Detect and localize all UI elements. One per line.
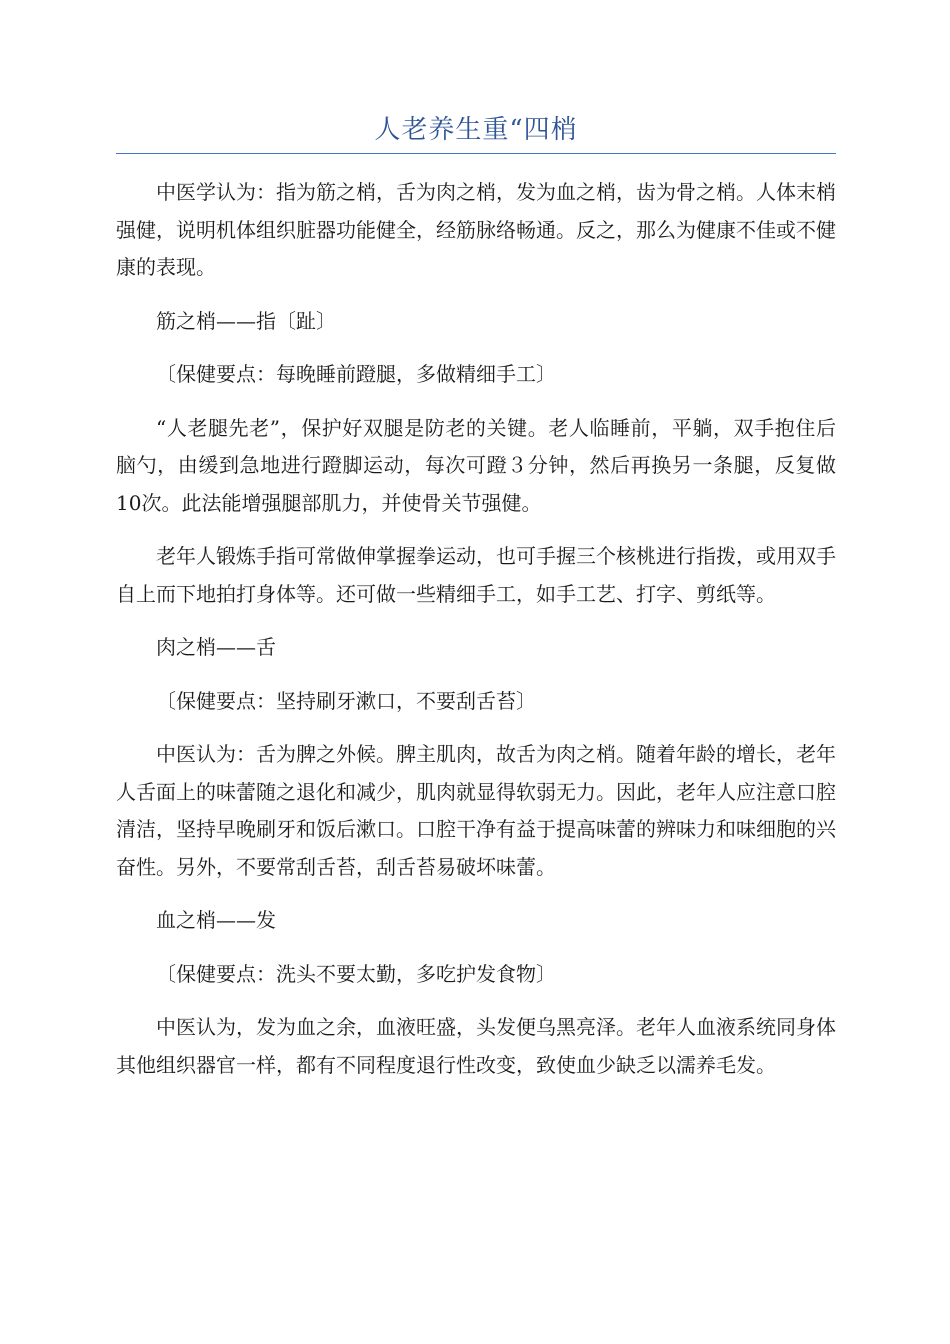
document-body <box>116 174 836 1100</box>
section-heading-finger: 筋之梢——指〔趾〕 <box>156 308 336 333</box>
paragraph-tongue: 中医认为：舌为脾之外候。脾主肌肉，故舌为肉之梢。随着年龄的增长，老年人舌面上的味蕾随之退化和减少，肌肉就显得软弱无力。因此，老年人应注意口腔清洁，坚持早晚刷牙和饭后漱口。口腔干净有益于提高味蕾的辨味力和味细胞的兴奋性。另外，不要常刮舌苔，刮舌苔易破坏味蕾。 <box>116 742 836 879</box>
section-heading-tongue: 肉之梢——舌 <box>156 635 276 659</box>
paragraph-intro: 中医学认为：指为筋之梢，舌为肉之梢，发为血之梢，齿为骨之梢。人体末梢强健，说明机体组织脏器功能健全，经筋脉络畅通。反之，那么为健康不佳或不健康的表现。 <box>116 180 836 279</box>
health-tip-tongue: 〔保健要点：坚持刷牙漱口，不要刮舌苔〕 <box>156 688 536 713</box>
title-underline <box>116 153 836 154</box>
section-heading-hair: 血之梢——发 <box>156 908 276 932</box>
document-title: 人老养生重“四梢 <box>374 115 578 145</box>
paragraph-hair: 中医认为，发为血之余，血液旺盛，头发便乌黑亮泽。老年人血液系统同身体其他组织器官一样，都有不同程度退行性改变，致使血少缺乏以濡养毛发。 <box>116 1015 836 1077</box>
paragraph-legs: “人老腿先老”，保护好双腿是防老的关键。老人临睡前，平躺，双手抱住后脑勺，由缓到急地进行蹬脚运动，每次可蹬３分钟，然后再换另一条腿，反复做10次。此法能增强腿部肌力，并使骨关节强健。 <box>116 415 836 515</box>
health-tip-finger: 〔保健要点：每晚睡前蹬腿，多做精细手工〕 <box>156 362 556 386</box>
health-tip-hair: 〔保健要点：洗头不要太勤，多吃护发食物〕 <box>156 961 556 986</box>
paragraph-hands: 老年人锻炼手指可常做伸掌握拳运动，也可手握三个核桃进行指拨，或用双手自上而下地拍打身体等。还可做一些精细手工，如手工艺、打字、剪纸等。 <box>116 544 836 606</box>
